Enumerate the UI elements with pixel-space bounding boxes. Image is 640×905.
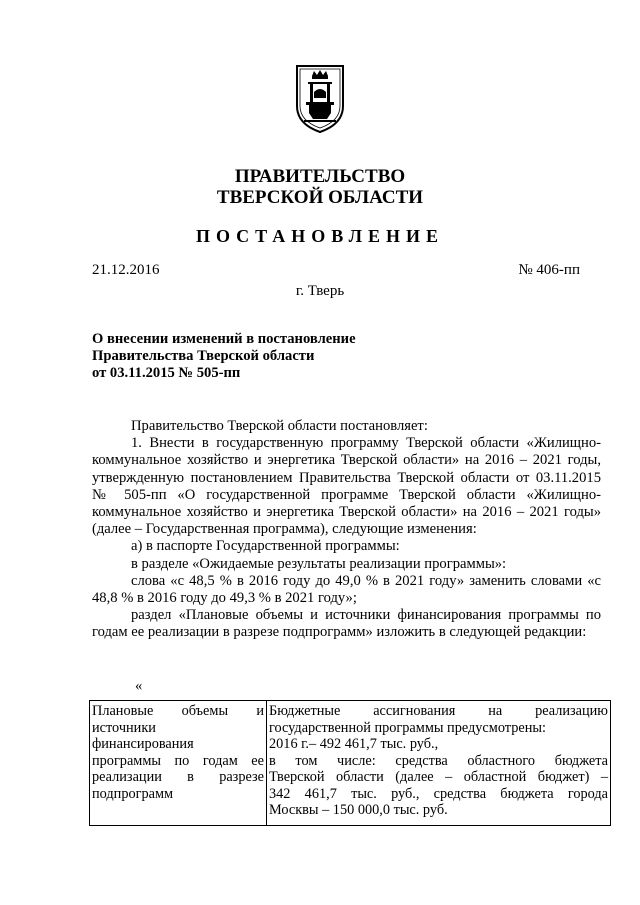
table-cell-value: [267, 701, 611, 826]
document-date: 21.12.2016: [92, 262, 160, 278]
paragraph-sub-a: а) в паспорте Государственной программы:: [131, 538, 400, 555]
paragraph-words: слова «с 48,5 % в 2016 году до 49,0 % в 2021 году» заменить словами «с 48,8 % в 2016 году до 49,3 % в 2021 году»;: [92, 572, 601, 607]
document-city: г. Тверь: [295, 283, 345, 299]
table-cell-line: подпрограмм: [92, 785, 174, 802]
coat-of-arms-emblem: [294, 62, 346, 134]
organization-line-1: ПРАВИТЕЛЬСТВО: [234, 166, 406, 187]
table-cell-line: источники: [92, 719, 156, 736]
table-row: [90, 701, 611, 826]
table-cell-line: государственной программы предусмотрены:: [269, 719, 546, 736]
paragraph-preamble: Правительство Тверской области постановляет:: [131, 418, 428, 434]
subject-line-3: от 03.11.2015 № 505-пп: [92, 365, 241, 381]
organization-line-2: ТВЕРСКОЙ ОБЛАСТИ: [216, 187, 424, 208]
table-cell-line: 2016 г.– 492 461,7 тыс. руб.,: [269, 736, 439, 752]
table-cell-line: Бюджетные ассигнования на реализацию: [269, 703, 608, 719]
organization-name: [0, 166, 640, 208]
table-cell-line: Москвы – 150 000,0 тыс. руб.: [269, 802, 448, 818]
table-cell-line: финансирования: [92, 736, 194, 752]
table-cell-line: Плановые объемы и: [92, 703, 264, 719]
table-cell-label: [90, 701, 267, 826]
document-body: [92, 418, 601, 642]
document-number: № 406-пп: [518, 262, 580, 278]
document-type: ПОСТАНОВЛЕНИЕ: [195, 226, 445, 246]
subject-line-1: О внесении изменений в постановление: [92, 331, 356, 347]
document-subject: [92, 331, 412, 382]
table-cell-line: реализации в разрезе: [92, 769, 264, 785]
opening-quote: «: [135, 678, 143, 694]
paragraph-section: в разделе «Ожидаемые результаты реализации программы»:: [131, 555, 507, 572]
subject-line-2: Правительства Тверской области: [92, 348, 315, 364]
table-cell-line: Тверской области (далее – областной бюджет) –: [269, 769, 608, 785]
table-cell-line: в том числе: средства областного бюджета: [269, 752, 608, 769]
table-cell-line: 342 461,7 тыс. руб., средства бюджета города: [269, 785, 608, 802]
paragraph-section-replace: раздел «Плановые объемы и источники финансирования программы по годам ее реализации в разрезе подпрограмм» изложить в следующей редакции:: [92, 607, 601, 641]
table-cell-line: программы по годам ее: [92, 752, 264, 769]
financing-table: [89, 700, 611, 826]
paragraph-item-1: 1. Внести в государственную программу Тверской области «Жилищно-коммунальное хозяйство и энергетика Тверской области» на 2016 – 2021 годы, утвержденную постановлением Правительства Тверской области от 03.11.2015 № 505-пп «О государственной программе Тверской области «Жилищно-коммунальное хозяйство и энергетика Тверской области» на 2016 – 2021 годы» (далее – Государственная программа), следующие изменения:: [92, 435, 601, 538]
